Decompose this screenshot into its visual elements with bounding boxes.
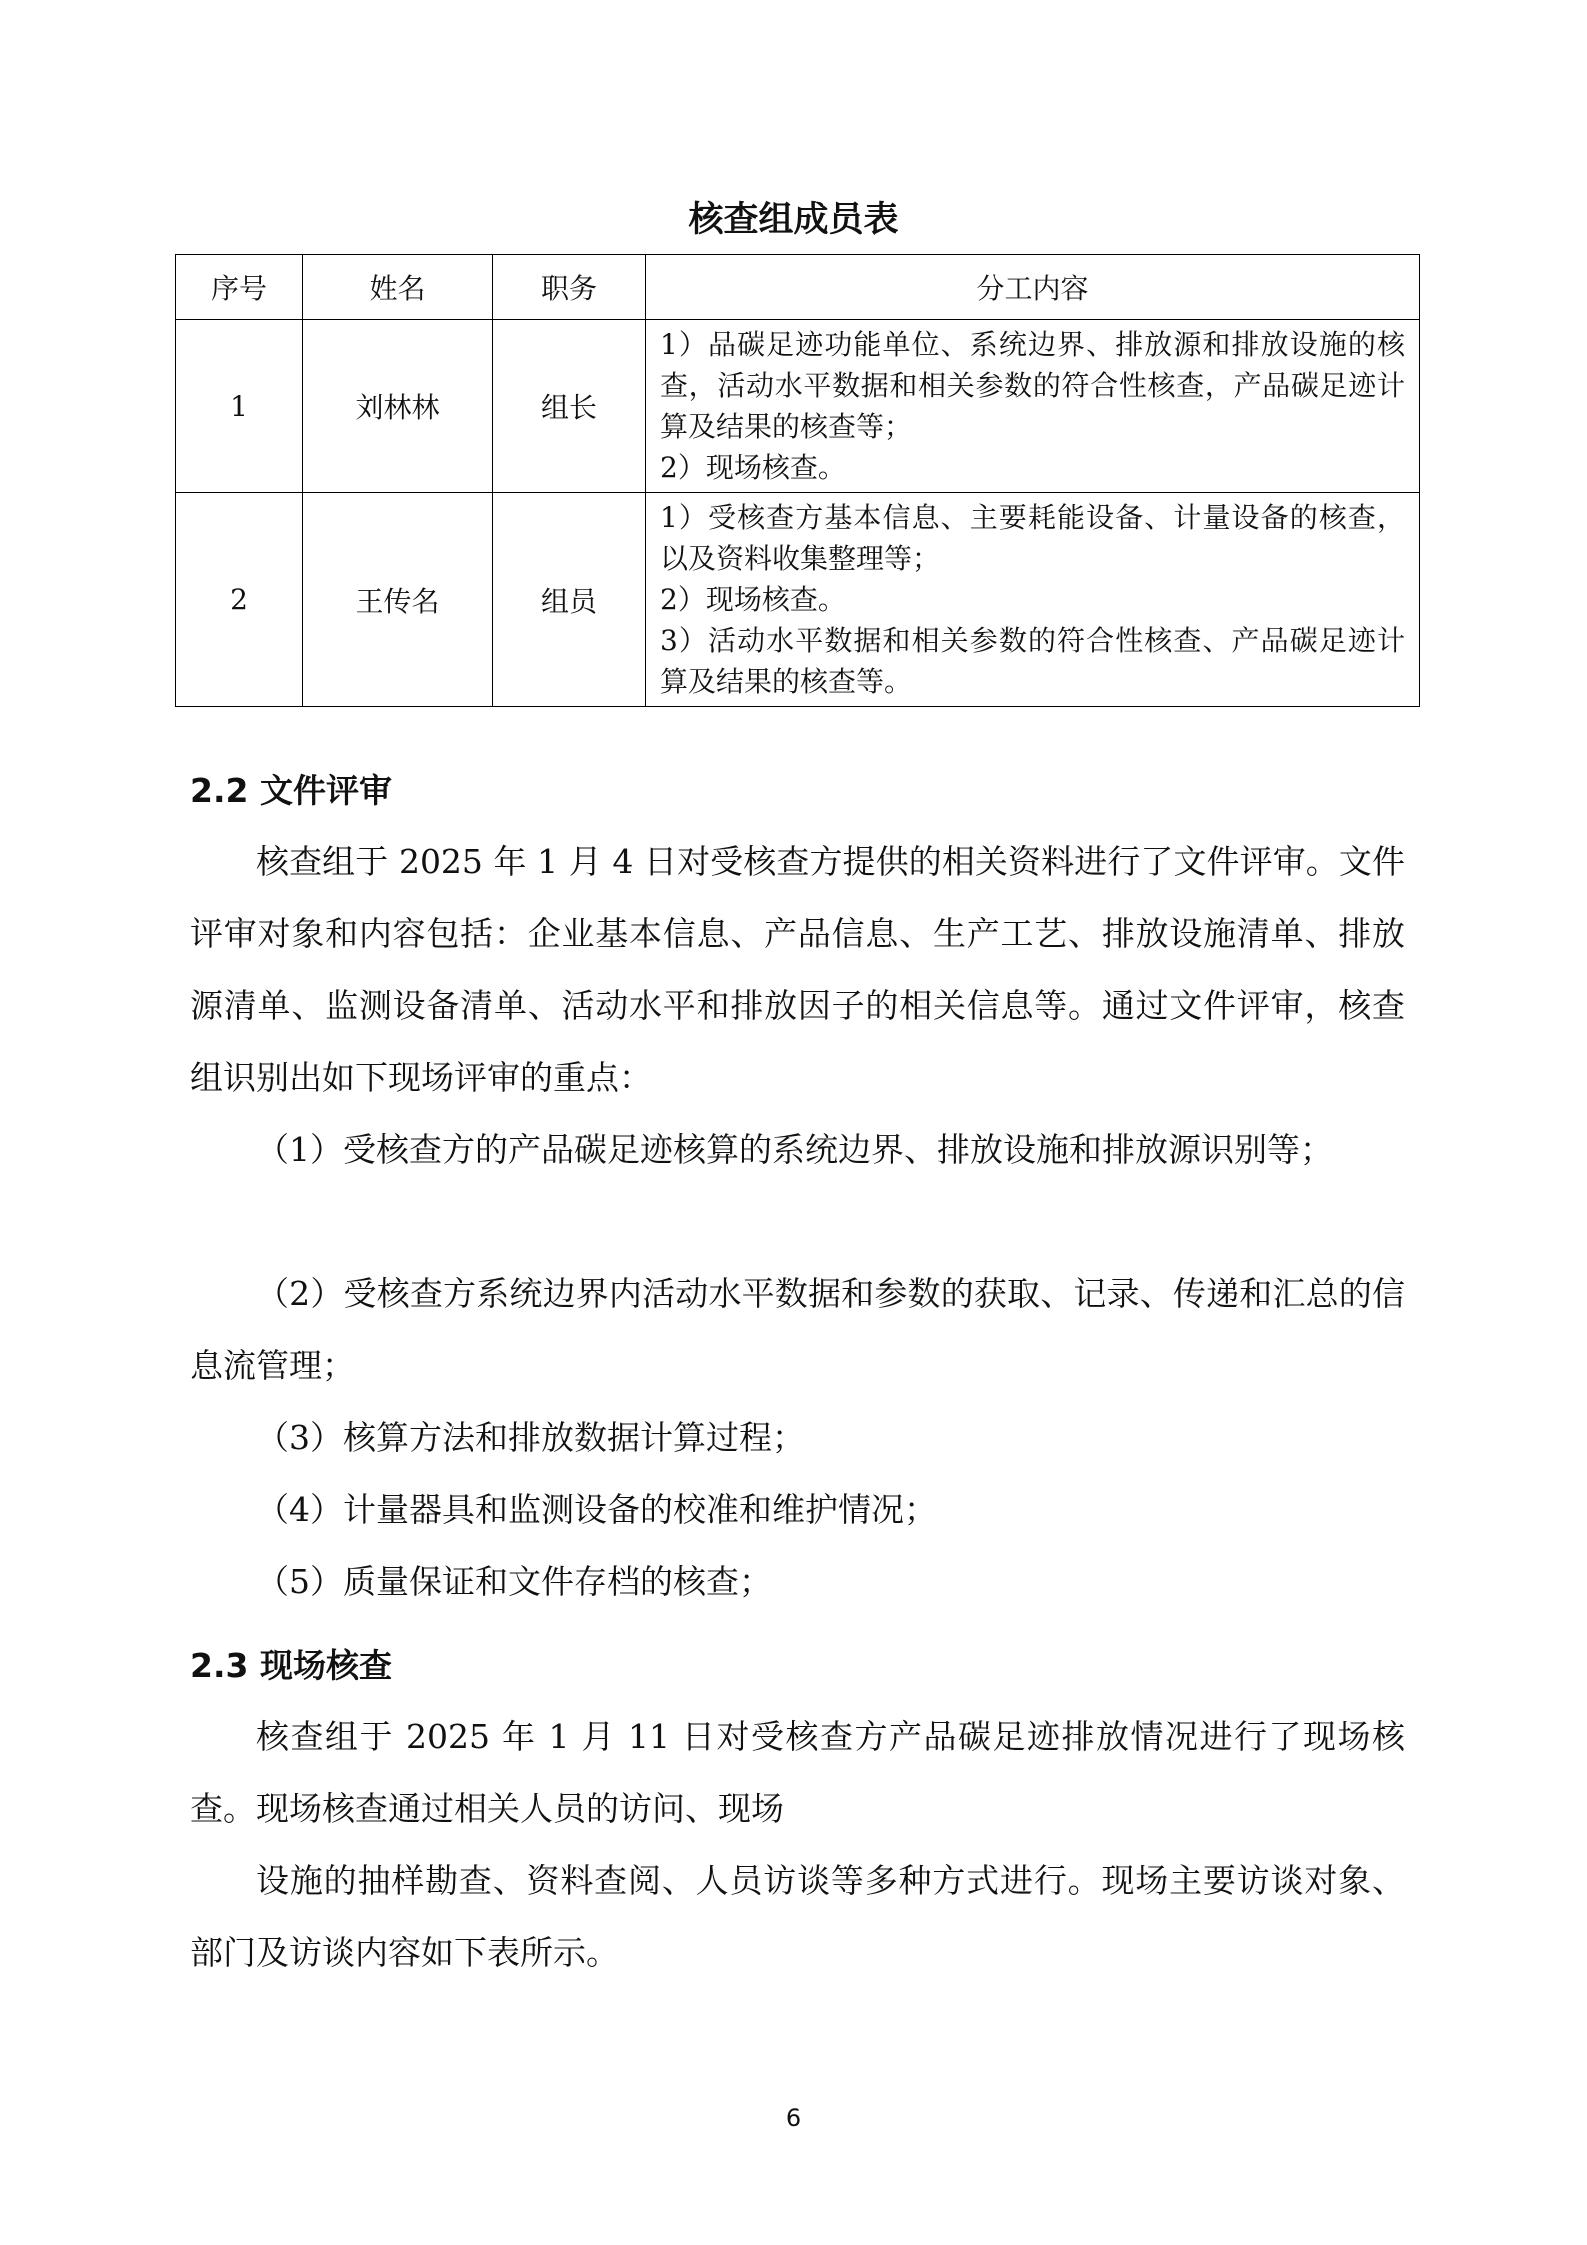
row-name: 刘林林: [303, 320, 493, 493]
row-no: 2: [176, 493, 303, 707]
list-item: （1）受核查方的产品碳足迹核算的系统边界、排放设施和排放源识别等；: [256, 1130, 1333, 1169]
section-heading-2-2: 2.2 文件评审: [190, 771, 392, 810]
row-role: 组员: [493, 493, 646, 707]
table-title: 核查组成员表: [688, 200, 899, 240]
list-item: （4）计量器具和监测设备的校准和维护情况；: [256, 1490, 937, 1529]
header-duties: 分工内容: [646, 255, 1420, 320]
header-name: 姓名: [303, 255, 493, 320]
section-heading-2-3: 2.3 现场核查: [190, 1646, 392, 1685]
duty-item: 2）现场核查。: [660, 583, 846, 616]
members-table: [175, 254, 1420, 707]
row-no: 1: [176, 320, 303, 493]
list-item: （2）受核查方系统边界内活动水平数据和参数的获取、记录、传递和汇总的信息流管理；: [190, 1274, 1405, 1385]
duty-item: 3）活动水平数据和相关参数的符合性核查、产品碳足迹计算及结果的核查等。: [660, 624, 1405, 698]
table-header-row: [176, 255, 1420, 320]
row-role: 组长: [493, 320, 646, 493]
header-role: 职务: [493, 255, 646, 320]
duty-item: 1）品碳足迹功能单位、系统边界、排放源和排放设施的核查，活动水平数据和相关参数的符合性核查，产品碳足迹计算及结果的核查等；: [660, 328, 1405, 443]
duty-item: 1）受核查方基本信息、主要耗能设备、计量设备的核查，以及资料收集整理等；: [660, 501, 1405, 575]
body-paragraph: 核查组于 2025 年 1 月 11 日对受核查方产品碳足迹排放情况进行了现场核查。现场核查通过相关人员的访问、现场: [190, 1717, 1405, 1828]
row-duties: [646, 320, 1420, 493]
header-no: 序号: [176, 255, 303, 320]
row-duties: [646, 493, 1420, 707]
row-name: 王传名: [303, 493, 493, 707]
body-paragraph: 设施的抽样勘查、资料查阅、人员访谈等多种方式进行。现场主要访谈对象、部门及访谈内容如下表所示。: [190, 1861, 1405, 1972]
table-row: [176, 320, 1420, 493]
page-number: 6: [785, 2104, 802, 2132]
list-item: （3）核算方法和排放数据计算过程；: [256, 1418, 805, 1457]
table-row: [176, 493, 1420, 707]
body-paragraph: 核查组于 2025 年 1 月 4 日对受核查方提供的相关资料进行了文件评审。文件评审对象和内容包括：企业基本信息、产品信息、生产工艺、排放设施清单、排放源清单、监测设备清单、活动水平和排放因子的相关信息等。通过文件评审，核查组识别出如下现场评审的重点：: [190, 842, 1405, 1097]
duty-item: 2）现场核查。: [660, 451, 846, 484]
list-item: （5）质量保证和文件存档的核查；: [256, 1562, 772, 1601]
